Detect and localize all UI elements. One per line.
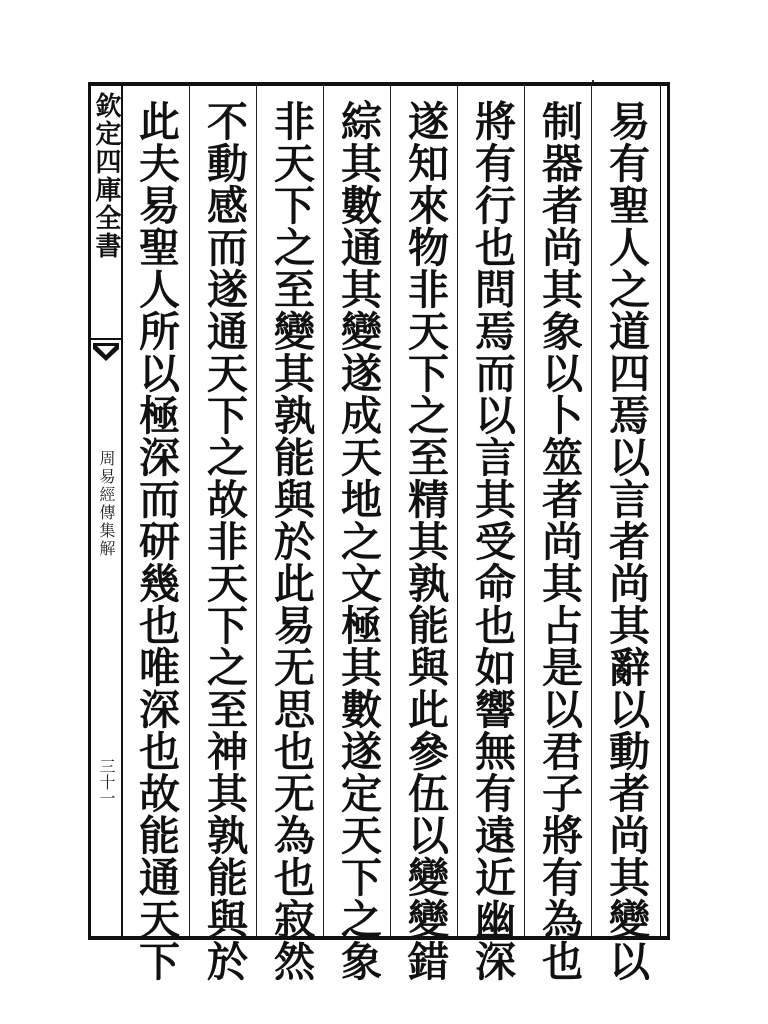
text-columns [122, 86, 658, 982]
column-text: 制器者尚其象以卜筮者尚其占是以君子將有為也 [535, 100, 583, 982]
column-text: 將有行也問焉而以言其受命也如響無有遠近幽深 [468, 100, 516, 982]
column-text: 不動感而遂通天下之故非天下之至神其孰能與於 [200, 100, 248, 982]
text-column [591, 86, 658, 982]
text-column [323, 86, 390, 982]
text-column [189, 86, 256, 982]
margin-collection-title: 欽定四庫全書 [91, 92, 121, 260]
text-column [457, 86, 524, 982]
frame-inner-rule [660, 86, 661, 936]
column-text: 綜其數通其變遂成天地之文極其數遂定天下之象 [334, 100, 382, 982]
column-text: 易有聖人之道四焉以言者尚其辭以動者尚其變以 [602, 100, 650, 982]
column-text: 遂知來物非天下之至精其孰能與此參伍以變變錯 [401, 100, 449, 982]
text-column [390, 86, 457, 982]
column-text: 此夫易聖人所以極深而研幾也唯深也故能通天下 [132, 100, 180, 982]
text-column [256, 86, 323, 982]
text-column [524, 86, 591, 982]
margin-book-title: 周易經傳集解 [97, 450, 116, 558]
margin-page-number: 三十一 [97, 758, 116, 806]
text-column [122, 86, 189, 982]
column-text: 非天下之至變其孰能與於此易无思也无為也寂然 [267, 100, 315, 982]
fish-tail-mark-icon [91, 335, 121, 371]
